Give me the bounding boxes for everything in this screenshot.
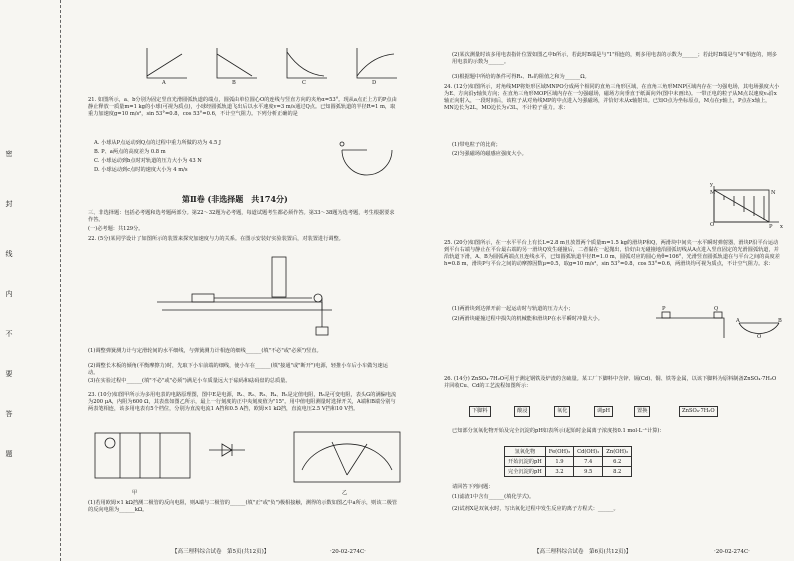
footer-code-left: ·20-02-274C· <box>330 549 366 555</box>
hydroxide-ph-table <box>504 446 632 477</box>
table-cell: 1.9 <box>545 457 573 467</box>
figure-yi-label: 乙 <box>342 490 348 496</box>
fig25-label-b: B <box>778 318 782 324</box>
q23-part-3: (3)根据题中所给的条件可得R₁、R₂的阻值之和为______Ω。 <box>452 74 590 80</box>
table-header: Fe(OH)₃ <box>545 447 573 457</box>
question-26: 26. (14分) ZnSO₄·7H₂O可用于测定钢铁及炉渣的含硫量。某工厂下脚料中含锌、镉(Cd)、铜、铁等金属，以该下脚料为原料制备ZnSO₄·7H₂O并回收Cu、Cd的工艺流程如图所示： <box>444 376 777 389</box>
section-2-title: 第Ⅱ卷 (非选择题 共174分) <box>182 194 288 204</box>
table-cell: 9.5 <box>574 467 603 477</box>
binding-char: 封 <box>5 200 13 209</box>
diode-symbol <box>207 440 247 460</box>
point-label-p: P <box>769 224 773 230</box>
q21-option-d: D. 小球运动到c点时的速度大小为 4 m/s <box>94 167 188 173</box>
q25-part-1: (1)两滑块到达弹开前一起运动时与轨道的压力大小； <box>452 306 574 312</box>
q26-prompt: 请回答下列问题： <box>452 484 494 490</box>
table-cell: 8.2 <box>603 467 632 477</box>
table-header-row <box>505 447 632 457</box>
process-flow <box>469 406 769 422</box>
flow-step: ZnSO₄·7H₂O <box>679 406 718 417</box>
q22-part-2: (2)调整长木板的倾角(平衡摩擦力)时，先取下小车前端的细线，使小车在______(填"接通"或"断开")电源，轻推小车后小车做匀速运动。 <box>88 363 388 376</box>
binding-char: 内 <box>5 290 13 299</box>
q22-part-3: (3)在实验过程中______(填"不必"或"必须")满足小车质量远大于砝码和砝码盘的总质量。 <box>88 378 291 384</box>
table-header: Cd(OH)₂ <box>574 447 603 457</box>
table-cell: 7.4 <box>574 457 603 467</box>
table-row <box>505 457 632 467</box>
q25-track-figure <box>654 298 784 343</box>
fig25-label-o: O <box>757 334 762 340</box>
left-column <box>62 0 400 561</box>
binding-char: 要 <box>5 370 13 379</box>
footer-title-right: 【高三理科综合试卷 第6页(共12页)】 <box>534 549 632 555</box>
q21-option-a: A. 小球从P点运动到Q点的过程中重力所做的功为 4.5 J <box>94 140 221 146</box>
binding-char: 不 <box>5 330 13 339</box>
graph-label-d: D <box>372 80 377 86</box>
question-21: 21. 如图所示，a、b分别为固定竖直光滑圆弧轨道的端点，圆弧由单位圆心O的连线与竖直方向的夹角α=53°。现从a点正上方的P点由静止释放一质量m=1 kg的小球(可视为质点)，小球经圆弧轨道飞出后以水平速度v=3 m/s通过Q点。已知圆弧轨道的半径R=1 m，取重力加速度g=10 m/s²，sin 53°=0.8，cos 53°=0.6，不计空气阻力。下列分析正确的是 <box>88 97 397 117</box>
table-row <box>505 467 632 477</box>
binding-char: 答 <box>5 410 13 419</box>
question-22: 22. (5分)某同学设计了如图所示的装置来探究加速度与力的关系。在图示安装好实验装置后，对装置进行调整。 <box>88 236 344 242</box>
table-cell: 3.2 <box>545 467 573 477</box>
q21-figure <box>332 140 402 190</box>
question-24: 24. (12分)如图所示，对角线MP将矩形区域MNPO分成两个相同的直角三角形区域，在直角三角形MNP区域内存在一匀强电场，其电场强度大小为E、方向沿y轴负方向；在直角三角形MOP区域内存在一匀强磁场，磁场方向垂直于纸面向外(图中未画出)。一带正电的粒子从M点以速度v₀沿x轴正向射入，一段时间后，该粒子从对角线MP的中点进入匀强磁场，并恰好未从x轴射出。已知O点为坐标原点，M点在y轴上，P点在x轴上，MN边长为2L，MO边长为√3L，不计粒子重力。求： <box>444 84 780 111</box>
fig25-label-q: Q <box>714 306 719 312</box>
q22-apparatus <box>152 252 352 342</box>
binding-char: 线 <box>5 250 13 259</box>
flow-step: 置换 <box>634 406 650 417</box>
point-label-n: N <box>771 190 776 196</box>
binding-margin <box>0 0 61 561</box>
fig25-label-p: P <box>662 306 666 312</box>
fig25-label-a: A <box>736 318 740 324</box>
figure-jia-label: 甲 <box>132 490 138 496</box>
section-required: (一)必考题：共129分。 <box>88 226 144 232</box>
q23-part-2: (2)某次测量时该多用电表指针位置如图乙中b所示，若此时B端是与"1"相连的，则多用电表的示数为______；若此时B端是与"4"相连的，则多用电表的示数为______。 <box>452 52 777 65</box>
graph-label-a: A <box>162 80 166 86</box>
table-cell: 开始沉淀的pH <box>505 457 546 467</box>
flow-step: 酸浸 <box>514 406 530 417</box>
meter-dial <box>292 430 402 485</box>
flow-step: 调pH <box>594 406 613 417</box>
q23-circuit-diagram <box>90 428 200 488</box>
table-cell: 完全沉淀的pH <box>505 467 546 477</box>
q23-part-1: (1)若用欧姆×1 kΩ挡测二极管的反向电阻，则A端与二极管的______(填"正"或"负")极相接触，测得的示数如图乙中a所示，则该二极管的反向电阻为______kΩ。 <box>88 500 398 513</box>
right-column <box>414 0 786 561</box>
axis-label-y: y <box>710 182 713 188</box>
option-graphs <box>142 46 402 86</box>
q21-option-c: C. 小球运动到b点时对轨道的压力大小为 43 N <box>94 158 202 164</box>
flow-step: 氧化 <box>554 406 570 417</box>
footer-title-left: 【高三理科综合试卷 第5页(共12页)】 <box>172 549 270 555</box>
table-header: 氢氧化物 <box>505 447 546 457</box>
point-label-o: O <box>710 222 715 228</box>
q24-part-2: (2)匀强磁场的磁感应强度大小。 <box>452 151 527 157</box>
footer-code-right: ·20-02-274C· <box>714 549 750 555</box>
q21-option-b: B. P、a两点的高度差为 0.8 m <box>94 149 166 155</box>
binding-char: 密 <box>5 150 13 159</box>
q25-part-2: (2)两滑块碰撞过程中损失的机械能和滑块P在水平瞬时冲量大小。 <box>452 316 603 322</box>
q26-part-2: (2)试剂X是双氧水时，写出氧化过程中发生反应的离子方程式：______。 <box>452 506 619 512</box>
q22-part-1: (1)调整弹簧测力计与定滑轮间的水平细线，与弹簧测力计相连的细线______(填"不必"或"必须")竖直。 <box>88 348 322 354</box>
binding-char: 题 <box>5 450 13 459</box>
table-cell: 6.2 <box>603 457 632 467</box>
table-header: Zn(OH)₂ <box>603 447 632 457</box>
question-25: 25. (20分)如图所示，在一水平平台上有长L=2.8 m且放置两个质量m=1.5 kg的滑块P和Q，两滑块中间夹一水平瞬时弹射器，滑块P沿平台运动到平台右端与静止在平台最右端的另一滑块Q发生碰撞后，二者黏在一起抛出，恰好由无碰撞地沿圆弧切线从A点进入竖直固定的光滑圆弧轨道，并沿轨道下滑，A、B为圆弧两端点且连线水平，已知圆弧轨道半径R=1.0 m，圆弧对应的圆心角θ=106°，光滑竖直圆弧轨道在与平台之间的高度差h=0.8 m，滑块P与平台之间的动摩擦因数μ=0.5，取g=10 m/s²，sin 53°=0.8，cos 53°=0.6，两滑块均可视为质点，不计空气阻力。求： <box>444 240 780 267</box>
question-23: 23. (10分)如图甲所示为多用电表的电路原理图，图中E是电源，R₁、R₂、R₃、R₄、R₅是定值电阻，R₆是可变电阻，表头G的满偏电流为200 μA，内阻为600 Ω，其表盘如图乙所示，最上一行刻度的正中央刻度值为"15"。用中值电阻测量时选择开关，A端和B端分别与两表笔相连，该多用电表有5个档位，分别为直流电流1 A挡和0.5 A挡，欧姆×1 kΩ挡，直流电压2.5 V挡和10 V挡。 <box>88 392 397 412</box>
axis-label-x: x <box>780 224 783 230</box>
q26-part-1: (1)滤渣1中含有______(填化学式)。 <box>452 494 535 500</box>
q24-part-1: (1)带电粒子的比荷； <box>452 142 501 148</box>
flow-step: 下脚料 <box>469 406 491 417</box>
point-label-m: M <box>710 190 716 196</box>
graph-label-c: C <box>302 80 306 86</box>
q26-data-note: 已知部分氢氧化物开始及完全沉淀的pH如表所示(起始时金属离子浓度按0.1 mol·L⁻¹计算)： <box>452 428 665 434</box>
graph-label-b: B <box>232 80 236 86</box>
section-intro: 三、非选择题：包括必考题和选考题两部分。第22～32题为必考题，每道试题考生都必须作答。第33～38题为选考题，考生根据要求作答。 <box>88 210 395 223</box>
